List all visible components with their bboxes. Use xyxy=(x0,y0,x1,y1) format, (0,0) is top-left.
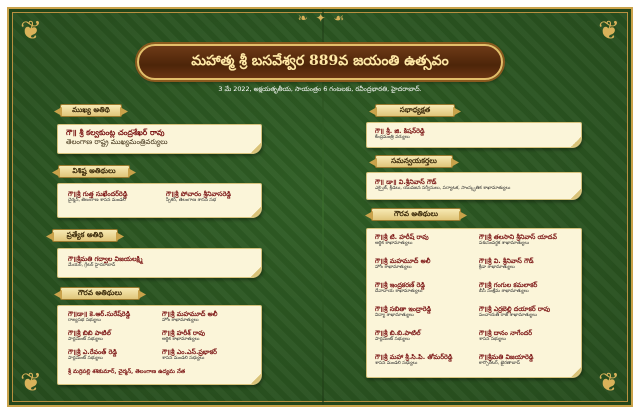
list-item: గౌ॥శ్రీ పోచారం శ్రీనివాసరెడ్డి స్పీకర్, తెలంగాణ శాసన సభ xyxy=(166,190,232,203)
list-item: గౌ॥శ్రీ ఎ.రేవంత్ రెడ్డి పార్లమెంట్ సభ్యులు xyxy=(68,348,117,361)
list-item: గౌ॥శ్రీ వి. శ్రీనివాస్ గౌడ్ క్రీడా శాఖామాత్యులు xyxy=(479,257,534,270)
section-label-chief-guest: ముఖ్య అతిథి xyxy=(60,104,122,117)
card-coordinators xyxy=(366,172,582,200)
list-item: గౌ॥శ్రీ ఎర్రబెల్లి దయాకర్ రావు పంచాయతీ రాజ్ శాఖామాత్యులు xyxy=(479,305,551,318)
list-item: గౌ॥శ్రీ బి.బి.పాటిల్ పార్లమెంట్ సభ్యులు xyxy=(375,329,421,342)
list-item: గౌ॥డా॥ కె.ఆర్.సురేష్‌రెడ్డి రాజ్యసభ సభ్యులు xyxy=(68,310,131,323)
list-item: గౌ॥శ్రీ మహమూద్ అలీ హోం శాఖామాత్యులు xyxy=(375,257,431,270)
honored-guests-footer: శ్రీ మర్రిపల్లి శశికుమార్, చైర్మన్, తెలంగాణ ఉద్యమ నేత xyxy=(68,369,186,375)
event-details: 3 మే 2022, అక్షయతృతీయ, సాయంత్రం 6 గంటలకు, రవీంద్రభారతి, హైదరాబాద్. xyxy=(218,85,422,93)
list-item: గౌ॥ శ్రీ. జి. కిషన్‌రెడ్డి కేంద్రమంత్రి వర్యులు xyxy=(375,127,425,140)
card-distinguished-guest xyxy=(57,248,262,278)
list-item: గౌ॥శ్రీ మహమూద్ అలీ హోం శాఖామాత్యులు xyxy=(162,310,218,323)
list-item: గౌ॥ శ్రీ కల్వకుంట్ల చంద్రశేఖర్ రావు తెలంగాణ రాష్ట్ర ముఖ్యమంత్రివర్యులు xyxy=(66,128,168,146)
card-special-guests xyxy=(57,183,262,218)
list-item: గౌ॥శ్రీ బిబి పాటిల్ పార్లమెంట్ సభ్యులు xyxy=(68,329,111,342)
list-item: గౌ॥శ్రీ హరీశ్ రావు ఆర్థిక శాఖామాత్యులు xyxy=(162,329,206,342)
list-item: గౌ॥శ్రీ సబితా ఇంద్రారెడ్డి విద్యా శాఖామాత్యులు xyxy=(375,305,432,318)
list-item: గౌ॥శ్రీమతి విజయారెడ్డి కార్పొరేటర్, ఖైరతాబాద్ xyxy=(479,353,534,366)
corner-ornament-icon: ❦ xyxy=(598,368,620,398)
card-honored-guests xyxy=(57,305,262,385)
list-item: గౌ॥శ్రీ దానం నాగేందర్ శాసన సభ్యులు xyxy=(479,329,533,342)
list-item: గౌ॥శ్రీ ఇంద్రకరణ్ రెడ్డి దేవాదాయ శాఖామాత్యులు xyxy=(375,281,426,294)
list-item: గౌ॥శ్రీమతి గద్వాల విజయలక్ష్మి మేయర్, గ్రేటర్ హైదరాబాద్ xyxy=(68,255,143,268)
card-chief-guest xyxy=(57,124,262,154)
corner-ornament-icon: ❦ xyxy=(20,368,42,398)
list-item: గౌ॥ డా॥ వి.శ్రీనివాస్ గౌడ్ ఎక్సైజ్, క్రీడలు, యువజన సర్వీసులు, పర్యాటక, సాంస్కృతిక శాఖామాత్యులు xyxy=(375,178,511,191)
list-item: గౌ॥శ్రీ ఎం.ఎస్.ప్రభాకర్ శాసన మండలి సభ్యులు xyxy=(162,348,217,361)
section-label-honored-guests: గౌరవ అతిథులు xyxy=(60,287,140,300)
section-label-distinguished-guest: ప్రత్యేక అతిథి xyxy=(52,229,118,242)
corner-ornament-icon: ❦ xyxy=(598,16,620,46)
section-label-special-guests: విశిష్ట అతిథులు xyxy=(58,165,130,178)
list-item: గౌ॥శ్రీ తలసాని శ్రీనివాస్ యాదవ్ పశుసంవర్థక శాఖామాత్యులు xyxy=(479,233,557,246)
top-ornament-icon: ❧ ✦ ☙ xyxy=(297,11,347,25)
section-label-guests-of-honor: గౌరవ అతిథులు xyxy=(371,208,461,221)
list-item: గౌ॥శ్రీ మహా శ్రీ.సి.పి. తోమర్‌రెడ్డి శాసన మండలి సభ్యులు xyxy=(375,353,453,366)
section-label-presided-by: సభాధ్యక్షత xyxy=(375,104,455,117)
section-label-coordinators: సమన్వయకర్తలు xyxy=(375,155,453,168)
list-item: గౌ॥శ్రీ గుత్త సుఖేందర్‌రెడ్డి చైర్మన్, తెలంగాణ శాసన మండలి xyxy=(68,190,128,203)
card-presided-by xyxy=(366,122,582,148)
event-title-banner xyxy=(137,44,503,80)
corner-ornament-icon: ❦ xyxy=(20,16,42,46)
list-item: గౌ॥శ్రీ టి. హరీష్ రావు ఆర్థిక శాఖామాత్యులు xyxy=(375,233,429,246)
event-title: మహాత్మ శ్రీ బసవేశ్వర 889వ జయంతి ఉత్సవం xyxy=(191,52,449,69)
card-guests-of-honor xyxy=(366,228,582,378)
list-item: గౌ॥శ్రీ గంగుల కమలాకర్ బీసీ సంక్షేమ శాఖామాత్యులు xyxy=(479,281,538,294)
